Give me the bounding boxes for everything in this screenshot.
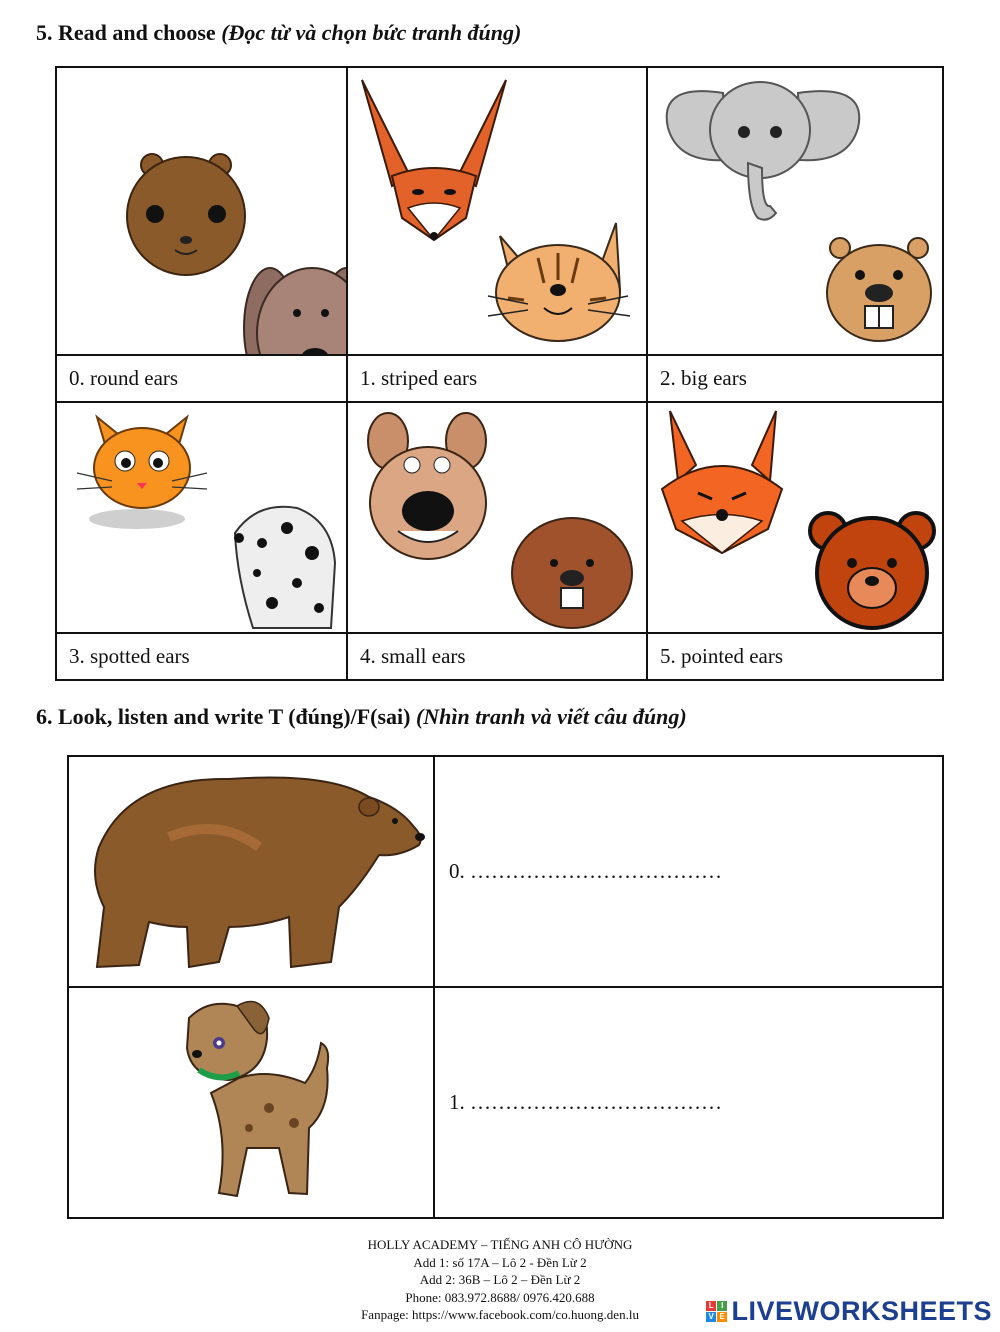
table-row: [68, 987, 943, 1218]
dog-face-long-ears-icon: [57, 68, 346, 354]
picture-cell-3[interactable]: [56, 402, 347, 633]
footer-address-2: Add 2: 36B – Lô 2 – Đền Lừ 2: [419, 1272, 581, 1287]
look-listen-write-table: [67, 755, 944, 1219]
liveworksheets-wordmark: LIVEWORKSHEETS: [731, 1296, 992, 1326]
teddy-bear-face-icon: [648, 403, 948, 632]
picture-cell-bear: [68, 756, 434, 987]
beaver-face-icon: [348, 403, 646, 632]
label-spotted-ears[interactable]: 3. spotted ears: [56, 633, 347, 680]
section-5-heading: [36, 20, 521, 46]
brown-bear-icon: [69, 757, 433, 986]
liveworksheets-logo[interactable]: [706, 1296, 992, 1327]
beaver-face-icon: [648, 68, 948, 354]
label-round-ears[interactable]: 0. round ears: [56, 355, 347, 402]
label-pointed-ears[interactable]: 5. pointed ears: [647, 633, 943, 680]
picture-cell-puppy: [68, 987, 434, 1218]
picture-cell-0[interactable]: [56, 67, 347, 355]
dalmatian-dog-icon: [57, 403, 346, 632]
section-5-title: 5. Read and choose: [36, 20, 216, 45]
picture-cell-4[interactable]: [347, 402, 647, 633]
label-striped-ears[interactable]: 1. striped ears: [347, 355, 647, 402]
spotted-puppy-icon: [69, 988, 433, 1217]
section-6-title: 6. Look, listen and write T (đúng)/F(sai): [36, 704, 411, 729]
picture-cell-2[interactable]: [647, 67, 943, 355]
section-6-heading: [36, 704, 687, 730]
read-and-choose-grid: [55, 66, 944, 681]
table-row: [68, 756, 943, 987]
label-small-ears[interactable]: 4. small ears: [347, 633, 647, 680]
striped-cat-face-icon: [348, 68, 646, 354]
label-big-ears[interactable]: 2. big ears: [647, 355, 943, 402]
footer-school-name: HOLLY ACADEMY – TIẾNG ANH CÔ HƯỜNG: [367, 1237, 633, 1252]
picture-cell-5[interactable]: [647, 402, 943, 633]
picture-cell-1[interactable]: [347, 67, 647, 355]
footer-address-1: Add 1: số 17A – Lô 2 - Đền Lừ 2: [413, 1254, 587, 1270]
answer-line-1[interactable]: 1. ………………………………: [434, 987, 943, 1218]
section-5-subtitle: (Đọc từ và chọn bức tranh đúng): [221, 20, 522, 45]
footer-phone: Phone: 083.972.8688/ 0976.420.688: [405, 1289, 595, 1305]
section-6-subtitle: (Nhìn tranh và viết câu đúng): [415, 704, 687, 729]
footer-fanpage[interactable]: Fanpage: https://www.facebook.com/co.huong.den.lu: [361, 1307, 639, 1322]
answer-line-0[interactable]: 0. ………………………………: [434, 756, 943, 987]
liveworksheets-logo-icon: L I V E: [706, 1301, 727, 1322]
